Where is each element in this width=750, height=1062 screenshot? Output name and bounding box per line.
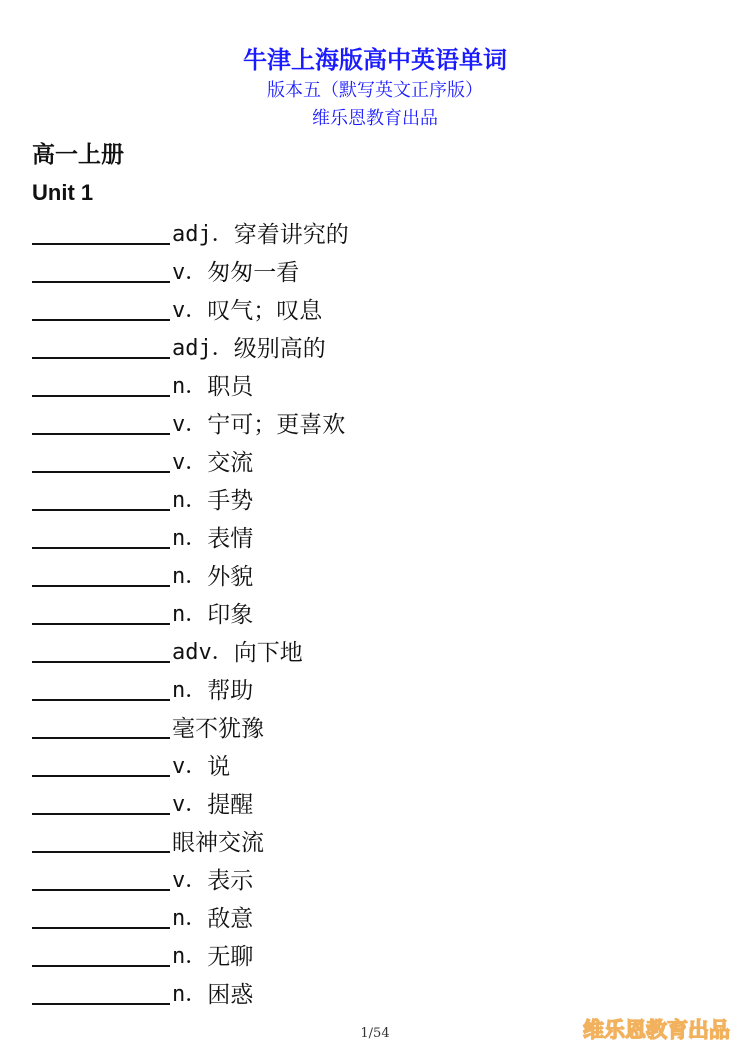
answer-blank[interactable] <box>32 443 170 473</box>
chinese-meaning: 宁可；更喜欢 <box>207 411 346 438</box>
part-of-speech: n． <box>172 981 208 1007</box>
answer-blank[interactable] <box>32 253 170 283</box>
answer-blank[interactable] <box>32 557 170 587</box>
page-number: 1/54 <box>360 1026 390 1041</box>
section-title: 高一上册 <box>32 142 124 168</box>
answer-blank[interactable] <box>32 823 170 853</box>
answer-blank[interactable] <box>32 519 170 549</box>
answer-blank[interactable] <box>32 709 170 739</box>
unit-title: Unit 1 <box>32 180 94 205</box>
chinese-meaning: 帮助 <box>207 677 254 704</box>
vocab-row <box>32 973 349 1011</box>
part-of-speech: v． <box>172 297 208 323</box>
part-of-speech: n． <box>172 943 208 969</box>
chinese-meaning: 级别高的 <box>233 335 326 362</box>
answer-blank[interactable] <box>32 937 170 967</box>
chinese-meaning: 职员 <box>207 373 254 400</box>
chinese-meaning: 外貌 <box>207 563 254 590</box>
answer-blank[interactable] <box>32 747 170 777</box>
part-of-speech: n． <box>172 677 208 703</box>
part-of-speech: v． <box>172 411 208 437</box>
document-title: 牛津上海版高中英语单词 <box>243 46 507 74</box>
answer-blank[interactable] <box>32 481 170 511</box>
part-of-speech: n． <box>172 601 208 627</box>
vocabulary-list <box>32 213 349 1011</box>
part-of-speech: n． <box>172 373 208 399</box>
part-of-speech: n． <box>172 487 208 513</box>
vocab-row <box>32 593 349 631</box>
vocab-row <box>32 251 349 289</box>
chinese-meaning: 眼神交流 <box>172 829 264 856</box>
answer-blank[interactable] <box>32 975 170 1005</box>
part-of-speech: v． <box>172 791 208 817</box>
answer-blank[interactable] <box>32 633 170 663</box>
vocab-row <box>32 555 349 593</box>
answer-blank[interactable] <box>32 595 170 625</box>
vocab-row <box>32 631 349 669</box>
vocab-row <box>32 669 349 707</box>
answer-blank[interactable] <box>32 215 170 245</box>
vocab-row <box>32 745 349 783</box>
answer-blank[interactable] <box>32 367 170 397</box>
vocab-row <box>32 327 349 365</box>
chinese-meaning: 交流 <box>207 449 254 476</box>
vocab-row <box>32 783 349 821</box>
part-of-speech: n． <box>172 525 208 551</box>
vocab-row <box>32 289 349 327</box>
vocab-row <box>32 479 349 517</box>
vocab-row <box>32 441 349 479</box>
part-of-speech: v． <box>172 867 208 893</box>
part-of-speech: v． <box>172 449 208 475</box>
answer-blank[interactable] <box>32 329 170 359</box>
chinese-meaning: 说 <box>207 753 231 780</box>
vocab-row <box>32 213 349 251</box>
vocab-row <box>32 403 349 441</box>
chinese-meaning: 匆匆一看 <box>207 259 300 286</box>
vocab-row <box>32 365 349 403</box>
publisher-line: 维乐恩教育出品 <box>312 108 438 129</box>
chinese-meaning: 向下地 <box>233 639 303 666</box>
vocab-row <box>32 897 349 935</box>
vocab-row <box>32 517 349 555</box>
chinese-meaning: 无聊 <box>207 943 254 970</box>
vocab-row <box>32 935 349 973</box>
answer-blank[interactable] <box>32 405 170 435</box>
chinese-meaning: 困惑 <box>207 981 254 1008</box>
chinese-meaning: 表情 <box>207 525 254 552</box>
answer-blank[interactable] <box>32 899 170 929</box>
chinese-meaning: 印象 <box>207 601 254 628</box>
chinese-meaning: 手势 <box>207 487 254 514</box>
part-of-speech: v． <box>172 259 208 285</box>
vocab-row <box>32 821 349 859</box>
chinese-meaning: 叹气；叹息 <box>207 297 323 324</box>
part-of-speech: adv． <box>172 639 234 665</box>
chinese-meaning: 提醒 <box>207 791 254 818</box>
part-of-speech: n． <box>172 563 208 589</box>
part-of-speech: adj． <box>172 221 234 247</box>
chinese-meaning: 敌意 <box>207 905 254 932</box>
chinese-meaning: 毫不犹豫 <box>172 715 264 742</box>
chinese-meaning: 表示 <box>207 867 254 894</box>
answer-blank[interactable] <box>32 861 170 891</box>
document-subtitle: 版本五（默写英文正序版） <box>267 80 483 101</box>
answer-blank[interactable] <box>32 291 170 321</box>
watermark-logo: 维乐恩教育出品 <box>583 1018 730 1042</box>
vocab-row <box>32 707 349 745</box>
chinese-meaning: 穿着讲究的 <box>233 221 349 248</box>
part-of-speech: v． <box>172 753 208 779</box>
answer-blank[interactable] <box>32 671 170 701</box>
vocab-row <box>32 859 349 897</box>
part-of-speech: n． <box>172 905 208 931</box>
part-of-speech: adj． <box>172 335 234 361</box>
answer-blank[interactable] <box>32 785 170 815</box>
